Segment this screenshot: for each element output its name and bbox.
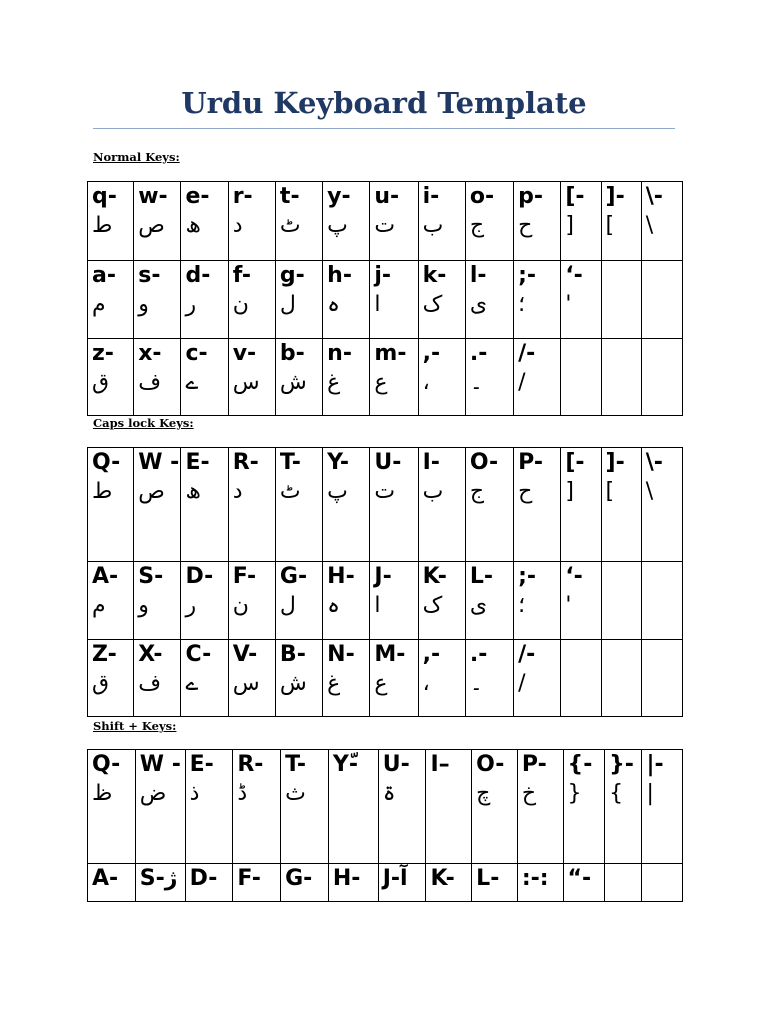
key-cell	[323, 339, 370, 416]
key-cell	[418, 640, 465, 717]
key-cell	[426, 750, 472, 864]
urdu-character: ر	[185, 593, 197, 619]
urdu-character: س	[232, 671, 260, 697]
key-row	[88, 182, 683, 261]
key-cell	[323, 261, 370, 339]
key-label: l-	[469, 263, 487, 288]
key-cell	[418, 339, 465, 416]
section-label-normal: Normal Keys:	[93, 150, 180, 164]
key-cell	[465, 339, 513, 416]
urdu-character: ط	[92, 213, 113, 239]
urdu-character: م	[92, 292, 106, 318]
key-label: :-:	[521, 866, 549, 891]
key-cell	[281, 864, 329, 902]
urdu-character: ظ	[92, 781, 113, 807]
key-cell	[465, 448, 513, 562]
urdu-character: [	[605, 479, 615, 505]
urdu-character: ،	[422, 671, 430, 697]
key-label: t-	[279, 184, 300, 209]
key-row	[88, 339, 683, 416]
key-cell	[601, 261, 641, 339]
key-cell	[514, 261, 561, 339]
key-cell	[641, 339, 682, 416]
urdu-character: ھ	[185, 479, 201, 505]
key-label: Q-	[92, 752, 121, 777]
key-label: V-	[232, 642, 258, 667]
urdu-character: ن	[232, 292, 249, 318]
key-cell	[88, 640, 134, 717]
key-cell	[601, 562, 641, 640]
urdu-character: ش	[279, 671, 307, 697]
key-cell	[641, 562, 682, 640]
key-label: r-	[232, 184, 253, 209]
key-row	[88, 562, 683, 640]
key-label: H-	[327, 564, 355, 589]
key-cell	[561, 562, 601, 640]
key-cell	[605, 864, 642, 902]
key-label: G-	[285, 866, 313, 891]
key-label: W -	[139, 752, 181, 777]
section-label-shift: Shift + Keys:	[93, 719, 177, 733]
urdu-character: ہ	[327, 292, 341, 318]
key-label: E-	[185, 450, 210, 475]
key-cell	[135, 750, 185, 864]
key-cell	[514, 182, 561, 261]
key-label: D-	[185, 564, 214, 589]
key-label: b-	[279, 341, 305, 366]
key-row	[88, 864, 683, 902]
key-label: \-	[645, 184, 663, 209]
key-cell	[275, 562, 322, 640]
urdu-character: ا	[374, 292, 381, 318]
key-label: O-	[476, 752, 505, 777]
urdu-character: ک	[422, 292, 443, 318]
key-label: G-	[279, 564, 308, 589]
key-label: L-	[476, 866, 500, 891]
key-cell	[465, 182, 513, 261]
key-label: R-	[232, 450, 259, 475]
key-label: ]-	[605, 450, 625, 475]
key-row	[88, 261, 683, 339]
key-cell	[370, 562, 418, 640]
key-label: f-	[232, 263, 252, 288]
urdu-character: د	[232, 479, 243, 505]
key-label: ;-	[518, 263, 537, 288]
urdu-character: ،	[422, 370, 430, 396]
key-cell	[328, 864, 378, 902]
key-cell	[181, 448, 228, 562]
key-label: g-	[279, 263, 305, 288]
key-label: D-	[189, 866, 218, 891]
key-label: \-	[645, 450, 663, 475]
key-label: J-	[374, 564, 392, 589]
urdu-character: ۔	[469, 370, 483, 396]
key-label: N-	[327, 642, 355, 667]
urdu-character: م	[92, 593, 106, 619]
urdu-character: ف	[138, 671, 162, 697]
urdu-character: ا	[374, 593, 381, 619]
urdu-character: غ	[327, 671, 341, 697]
key-label: m-	[374, 341, 407, 366]
key-label: Y-ّ	[332, 752, 358, 777]
key-label: T-	[285, 752, 307, 777]
key-label: E-	[189, 752, 214, 777]
key-cell	[88, 750, 136, 864]
key-cell	[517, 864, 563, 902]
key-cell	[233, 750, 281, 864]
urdu-character: ل	[279, 593, 296, 619]
key-label: .-	[469, 341, 488, 366]
urdu-character: ح	[518, 213, 533, 239]
urdu-character: چ	[476, 781, 491, 807]
urdu-character: /	[518, 370, 526, 396]
urdu-character: ٹ	[279, 213, 301, 239]
key-cell	[418, 562, 465, 640]
key-label: O-	[469, 450, 499, 475]
key-cell	[561, 640, 601, 717]
key-cell	[135, 864, 185, 902]
key-label: {-	[567, 752, 593, 777]
urdu-character: {	[609, 781, 624, 807]
key-cell	[472, 864, 518, 902]
key-cell	[134, 261, 181, 339]
key-cell	[563, 864, 605, 902]
key-label: “-	[567, 866, 592, 891]
urdu-character: ؛	[518, 593, 526, 619]
key-cell	[370, 640, 418, 717]
key-cell	[323, 182, 370, 261]
key-cell	[228, 261, 275, 339]
key-row	[88, 640, 683, 717]
key-label: |-	[646, 752, 664, 777]
urdu-character: ت	[374, 213, 396, 239]
key-cell	[228, 640, 275, 717]
key-label: P-	[518, 450, 543, 475]
key-label: u-	[374, 184, 400, 209]
key-cell	[275, 448, 322, 562]
urdu-character: ب	[422, 213, 444, 239]
urdu-character: ض	[139, 781, 167, 807]
key-row	[88, 448, 683, 562]
urdu-character: ص	[138, 213, 165, 239]
key-cell	[642, 864, 683, 902]
urdu-character: ی	[469, 292, 488, 318]
key-cell	[323, 640, 370, 717]
key-cell	[601, 339, 641, 416]
key-cell	[228, 182, 275, 261]
key-cell	[228, 448, 275, 562]
key-label: /-	[518, 642, 536, 667]
key-label: i-	[422, 184, 440, 209]
key-cell	[134, 562, 181, 640]
key-label: F-	[237, 866, 261, 891]
urdu-character: ع	[374, 671, 388, 697]
urdu-character: ق	[92, 370, 110, 396]
key-cell	[641, 261, 682, 339]
urdu-character: ]	[565, 479, 574, 505]
urdu-character: ج	[469, 479, 485, 505]
urdu-character: ش	[279, 370, 307, 396]
key-cell	[514, 640, 561, 717]
key-cell	[88, 182, 134, 261]
key-label: U-	[374, 450, 402, 475]
key-cell	[514, 562, 561, 640]
urdu-character: |	[646, 781, 654, 807]
key-cell	[88, 864, 136, 902]
urdu-character: ک	[422, 593, 443, 619]
key-cell	[323, 448, 370, 562]
key-label: P-	[521, 752, 547, 777]
key-label: .-	[469, 642, 488, 667]
key-label: w-	[138, 184, 168, 209]
key-cell	[465, 640, 513, 717]
key-label: p-	[518, 184, 543, 209]
key-cell	[370, 448, 418, 562]
key-label: ;-	[518, 564, 537, 589]
key-row	[88, 750, 683, 864]
key-label: [-	[565, 184, 585, 209]
key-cell	[418, 182, 465, 261]
key-cell	[465, 562, 513, 640]
urdu-character: ط	[92, 479, 113, 505]
urdu-character: ق	[92, 671, 110, 697]
key-cell	[181, 562, 228, 640]
urdu-character: پ	[327, 479, 348, 505]
key-cell	[181, 182, 228, 261]
key-label: I–	[430, 752, 450, 777]
urdu-character: ہ	[327, 593, 341, 619]
key-cell	[228, 339, 275, 416]
urdu-character: ۃ	[382, 781, 396, 807]
key-label: S-	[138, 564, 164, 589]
key-cell	[370, 261, 418, 339]
urdu-character: خ	[521, 781, 537, 807]
key-label: ,-	[422, 341, 441, 366]
key-cell	[370, 339, 418, 416]
urdu-character: ب	[422, 479, 444, 505]
key-cell	[181, 261, 228, 339]
key-cell	[88, 448, 134, 562]
key-label: n-	[327, 341, 352, 366]
normal-keys-table	[87, 181, 683, 416]
urdu-character: ]	[565, 213, 574, 239]
key-cell	[323, 562, 370, 640]
urdu-character: ث	[285, 781, 306, 807]
urdu-character: ھ	[185, 213, 201, 239]
key-label: k-	[422, 263, 447, 288]
key-cell	[181, 339, 228, 416]
key-cell	[641, 640, 682, 717]
key-label: q-	[92, 184, 117, 209]
key-label: Z-	[92, 642, 117, 667]
key-cell	[181, 640, 228, 717]
key-label: B-	[279, 642, 306, 667]
key-cell	[134, 448, 181, 562]
key-cell	[275, 640, 322, 717]
key-cell	[328, 750, 378, 864]
key-label: y-	[327, 184, 351, 209]
key-label: o-	[469, 184, 495, 209]
key-cell	[275, 182, 322, 261]
key-label: [-	[565, 450, 585, 475]
key-cell	[228, 562, 275, 640]
urdu-character: ع	[374, 370, 388, 396]
urdu-character: }	[567, 781, 582, 807]
urdu-character: ح	[518, 479, 533, 505]
key-cell	[370, 182, 418, 261]
key-cell	[378, 864, 426, 902]
key-label: X-	[138, 642, 163, 667]
key-label: h-	[327, 263, 352, 288]
key-label: Q-	[92, 450, 121, 475]
page-title: Urdu Keyboard Template	[181, 86, 587, 120]
key-cell	[641, 448, 682, 562]
key-label: U-	[382, 752, 410, 777]
key-cell	[641, 182, 682, 261]
key-label: J-آ	[382, 866, 408, 891]
urdu-character: و	[138, 593, 149, 619]
key-cell	[601, 448, 641, 562]
key-label: /-	[518, 341, 536, 366]
urdu-character: ن	[232, 593, 249, 619]
urdu-character: ی	[469, 593, 488, 619]
key-cell	[472, 750, 518, 864]
key-cell	[88, 562, 134, 640]
key-cell	[378, 750, 426, 864]
key-cell	[134, 182, 181, 261]
key-label: e-	[185, 184, 210, 209]
key-label: Y-	[327, 450, 349, 475]
urdu-character: ت	[374, 479, 396, 505]
urdu-character: [	[605, 213, 615, 239]
key-label: d-	[185, 263, 211, 288]
key-cell	[185, 864, 233, 902]
key-cell	[514, 448, 561, 562]
key-label: W -	[138, 450, 180, 475]
urdu-character: ص	[138, 479, 165, 505]
key-label: ,-	[422, 642, 441, 667]
urdu-character: ل	[279, 292, 296, 318]
key-label: T-	[279, 450, 301, 475]
key-cell	[563, 750, 605, 864]
key-label: A-	[92, 564, 119, 589]
key-label: L-	[469, 564, 494, 589]
key-label: ‘-	[565, 263, 583, 288]
key-label: s-	[138, 263, 161, 288]
key-cell	[426, 864, 472, 902]
urdu-character: و	[138, 292, 149, 318]
key-cell	[233, 864, 281, 902]
key-cell	[134, 339, 181, 416]
urdu-character: پ	[327, 213, 348, 239]
key-cell	[561, 339, 601, 416]
key-label: c-	[185, 341, 208, 366]
urdu-character: ے	[185, 671, 199, 697]
key-label: ]-	[605, 184, 625, 209]
key-cell	[275, 261, 322, 339]
key-cell	[465, 261, 513, 339]
urdu-character: د	[232, 213, 243, 239]
key-label: j-	[374, 263, 392, 288]
key-cell	[134, 640, 181, 717]
shift-keys-table	[87, 749, 683, 902]
key-label: H-	[332, 866, 361, 891]
key-cell	[561, 182, 601, 261]
key-cell	[88, 339, 134, 416]
key-cell	[185, 750, 233, 864]
urdu-character: '	[565, 593, 572, 619]
key-label: A-	[92, 866, 119, 891]
urdu-character: ٹ	[279, 479, 301, 505]
key-cell	[561, 261, 601, 339]
urdu-character: ج	[469, 213, 485, 239]
key-cell	[275, 339, 322, 416]
key-cell	[605, 750, 642, 864]
key-cell	[514, 339, 561, 416]
urdu-character: ؛	[518, 292, 526, 318]
key-cell	[281, 750, 329, 864]
urdu-character: س	[232, 370, 260, 396]
key-label: I-	[422, 450, 440, 475]
key-label: }-	[609, 752, 634, 777]
key-cell	[418, 448, 465, 562]
key-label: F-	[232, 564, 257, 589]
key-label: C-	[185, 642, 212, 667]
urdu-character: \	[645, 479, 654, 505]
key-label: v-	[232, 341, 257, 366]
key-label: M-	[374, 642, 406, 667]
section-label-caps-lock: Caps lock Keys:	[93, 416, 194, 430]
urdu-character: ذ	[189, 781, 200, 807]
urdu-character: ڈ	[237, 781, 248, 807]
key-cell	[642, 750, 683, 864]
key-cell	[517, 750, 563, 864]
urdu-character: \	[645, 213, 654, 239]
urdu-character: ے	[185, 370, 199, 396]
key-label: a-	[92, 263, 116, 288]
key-label: K-	[430, 866, 455, 891]
key-cell	[601, 182, 641, 261]
urdu-character: '	[565, 292, 572, 318]
caps-lock-keys-table	[87, 447, 683, 717]
key-cell	[88, 261, 134, 339]
key-label: R-	[237, 752, 264, 777]
title-divider	[93, 128, 675, 129]
key-label: K-	[422, 564, 447, 589]
urdu-character: غ	[327, 370, 341, 396]
key-label: z-	[92, 341, 114, 366]
key-label: ‘-	[565, 564, 583, 589]
urdu-character: ف	[138, 370, 162, 396]
urdu-character: /	[518, 671, 526, 697]
key-cell	[601, 640, 641, 717]
key-cell	[561, 448, 601, 562]
key-label: S-ژ	[139, 866, 178, 891]
key-label: x-	[138, 341, 162, 366]
urdu-character: ر	[185, 292, 197, 318]
key-cell	[418, 261, 465, 339]
urdu-character: ۔	[469, 671, 483, 697]
